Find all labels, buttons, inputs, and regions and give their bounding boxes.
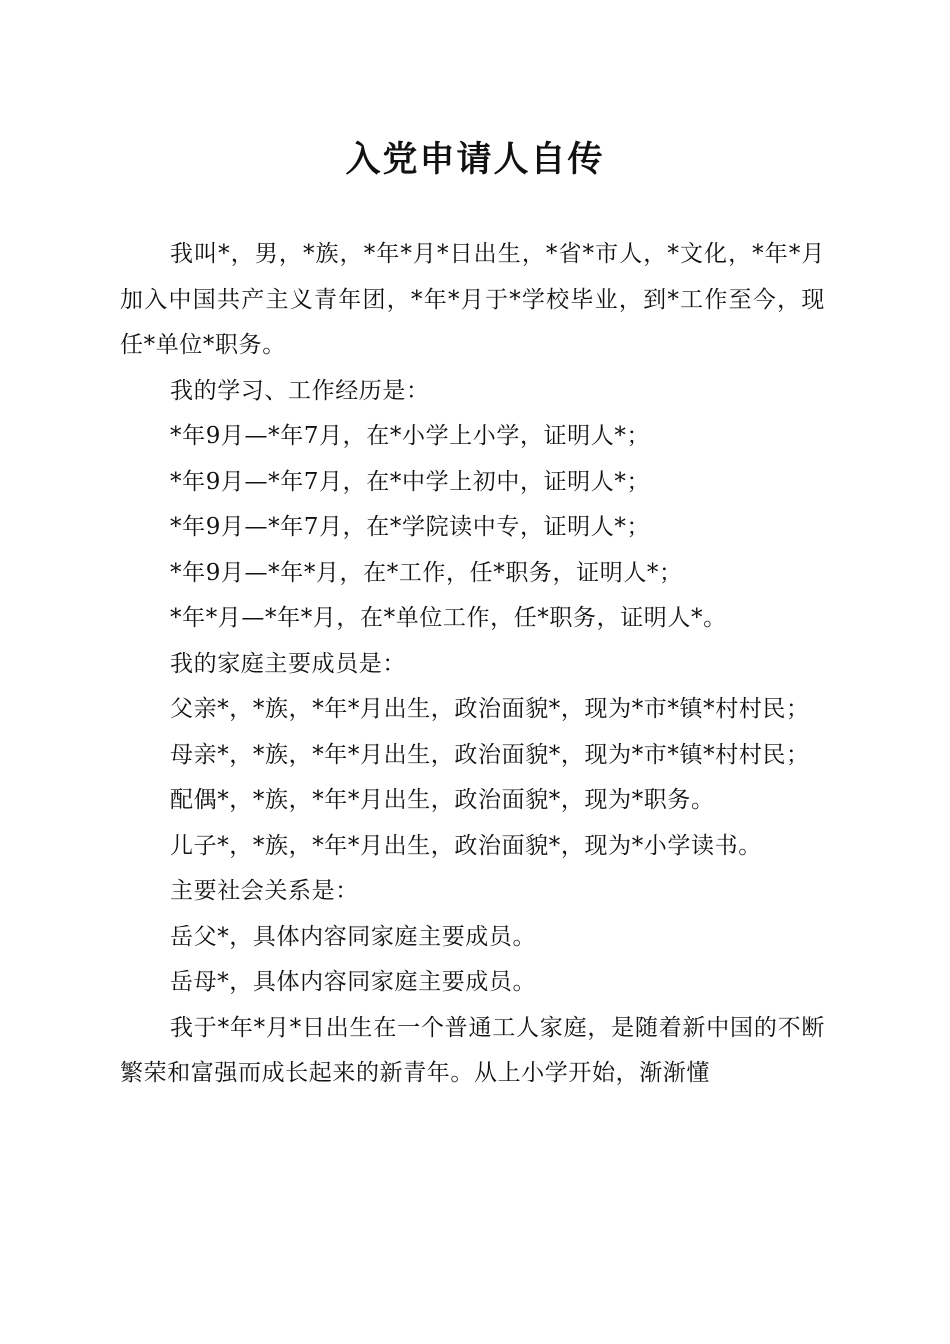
paragraph-experience-heading: 我的学习、工作经历是： [170, 377, 430, 404]
paragraph-social-mother-in-law: 岳母*，具体内容同家庭主要成员。 [170, 969, 537, 995]
paragraph-experience-college: *年9月—*年7月，在*学院读中专，证明人*； [170, 514, 651, 540]
paragraph-family-spouse: 配偶*，*族，*年*月出生，政治面貌*，现为*职务。 [170, 787, 715, 813]
paragraph-experience-work-2: *年*月—*年*月，在*单位工作，任*职务，证明人*。 [170, 605, 727, 631]
paragraph-experience-work-1: *年9月—*年*月，在*工作，任*职务，证明人*； [170, 559, 683, 586]
paragraph-biography: 我于*年*月*日出生在一个普通工人家庭，是随着新中国的不断繁荣和富强而成长起来的新青年。从上小学开始，渐渐懂 [120, 1014, 825, 1086]
paragraph-family-son: 儿子*，*族，*年*月出生，政治面貌*，现为*小学读书。 [170, 832, 762, 859]
document-body [120, 232, 825, 1097]
paragraph-experience-primary-school: *年9月—*年7月，在*小学上小学，证明人*； [170, 423, 651, 449]
paragraph-experience-middle-school: *年9月—*年7月，在*中学上初中，证明人*； [170, 468, 651, 495]
paragraph-social-father-in-law: 岳父*，具体内容同家庭主要成员。 [170, 923, 537, 950]
paragraph-family-mother: 母亲*，*族，*年*月出生，政治面貌*，现为*市*镇*村村民； [170, 741, 810, 768]
paragraph-social-heading: 主要社会关系是： [170, 878, 359, 904]
paragraph-family-heading: 我的家庭主要成员是： [170, 650, 406, 677]
document-title: 入党申请人自传 [345, 139, 605, 180]
paragraph-intro: 我叫*，男，*族，*年*月*日出生，*省*市人，*文化，*年*月加入中国共产主义青年团，*年*月于*学校毕业，到*工作至今，现任*单位*职务。 [120, 241, 825, 358]
paragraph-family-father: 父亲*，*族，*年*月出生，政治面貌*，现为*市*镇*村村民； [170, 696, 810, 722]
